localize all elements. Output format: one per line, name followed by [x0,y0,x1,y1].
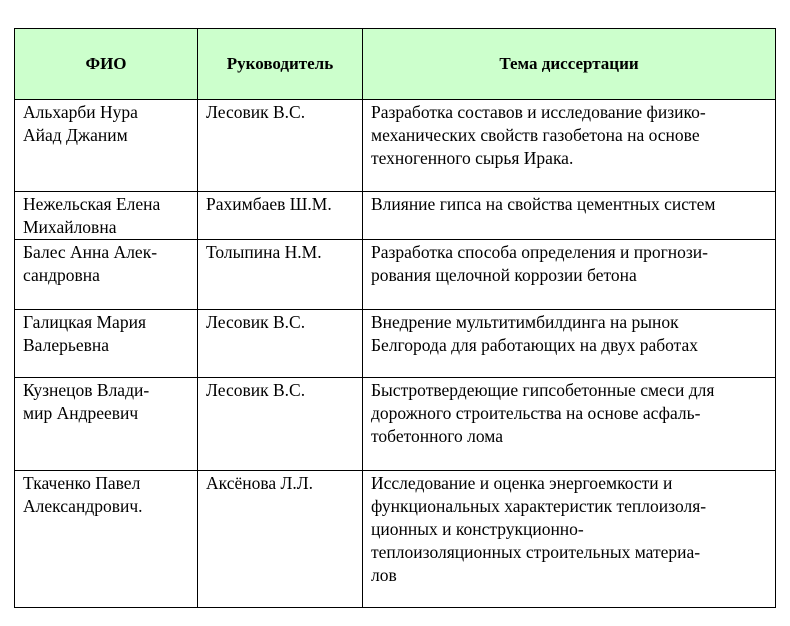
cell-advisor-text: Аксёнова Л.Л. [206,473,314,493]
table-row [15,192,776,240]
cell-advisor-text: Толыпина Н.М. [206,242,322,262]
header-name: ФИО [15,29,198,100]
table-body [15,100,776,608]
cell-name [15,192,198,240]
header-topic: Тема диссертации [363,29,776,100]
cell-advisor [198,240,363,310]
cell-advisor [198,100,363,192]
cell-name [15,471,198,608]
cell-advisor-text: Лесовик В.С. [206,312,306,332]
table-row [15,100,776,192]
table-row [15,310,776,378]
cell-advisor [198,378,363,471]
cell-name-text: Альхарби Нура Айад Джаним [23,102,138,145]
table-row [15,378,776,471]
cell-name [15,310,198,378]
cell-topic-text: Исследование и оценка энергоемкости и функциональных характеристик теплоизоля- ционных и конструкционно- теплоизоляционных строительных материа- лов [371,473,707,585]
table-row [15,240,776,310]
cell-name [15,240,198,310]
header-row [15,29,776,100]
cell-name-text: Кузнецов Влади- мир Андреевич [23,380,150,423]
cell-topic-text: Внедрение мультитимбилдинга на рынок Белгорода для работающих на двух работах [371,312,699,355]
cell-advisor [198,471,363,608]
cell-topic-text: Быстротвердеющие гипсобетонные смеси для дорожного строительства на основе асфаль- тобетонного лома [371,380,715,446]
cell-name [15,378,198,471]
cell-name-text: Галицкая Мария Валерьевна [23,312,146,355]
cell-topic [363,100,776,192]
cell-advisor [198,310,363,378]
cell-name-text: Балес Анна Алек- сандровна [23,242,158,285]
cell-topic [363,310,776,378]
header-advisor: Руководитель [198,29,363,100]
cell-topic-text: Разработка способа определения и прогнози- рования щелочной коррозии бетона [371,242,708,285]
cell-topic-text: Разработка составов и исследование физико- механических свойств газобетона на основе техногенного сырья Ирака. [371,102,706,168]
cell-advisor-text: Лесовик В.С. [206,380,306,400]
dissertation-table [14,28,776,608]
cell-topic [363,192,776,240]
cell-topic-text: Влияние гипса на свойства цементных систем [371,194,716,214]
table-row [15,471,776,608]
cell-topic [363,240,776,310]
table-header [15,29,776,100]
cell-topic [363,471,776,608]
cell-name-text: Нежельская Елена Михайловна [23,194,161,237]
cell-topic [363,378,776,471]
cell-name [15,100,198,192]
cell-advisor-text: Рахимбаев Ш.М. [206,194,332,214]
cell-advisor [198,192,363,240]
cell-advisor-text: Лесовик В.С. [206,102,306,122]
cell-name-text: Ткаченко Павел Александрович. [23,473,143,516]
